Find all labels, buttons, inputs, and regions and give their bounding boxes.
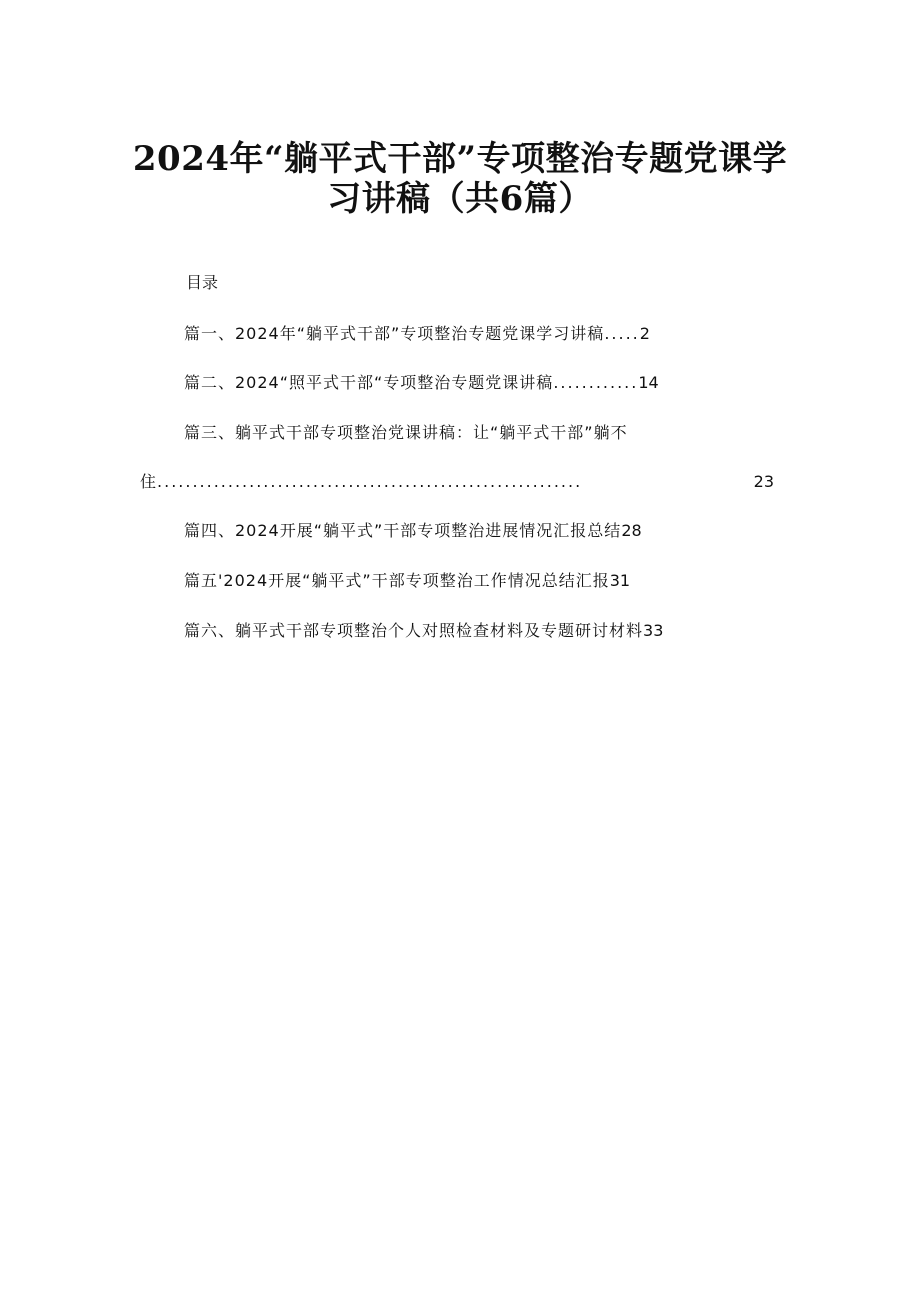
toc-heading: 目录 bbox=[186, 273, 219, 292]
toc-entry-title: 篇五'2024开展“躺平式”干部专项整治工作情况总结汇报 bbox=[184, 571, 610, 590]
toc-entry-4[interactable] bbox=[184, 519, 744, 543]
toc-page-number: 2 bbox=[639, 324, 650, 343]
toc-entry-2[interactable] bbox=[184, 371, 774, 395]
toc-leader-dots: ............ bbox=[553, 373, 639, 392]
toc-entry-3-continued[interactable] bbox=[140, 470, 774, 494]
toc-page-number: 14 bbox=[638, 373, 659, 392]
toc-entry-3[interactable] bbox=[184, 421, 744, 445]
toc-entry-title: 篇三、躺平式干部专项整治党课讲稿：让“躺平式干部”躺不 bbox=[184, 423, 628, 442]
toc-entry-title: 篇四、2024开展“躺平式”干部专项整治进展情况汇报总结 bbox=[184, 521, 622, 540]
toc-leader-dots: ..... bbox=[604, 324, 640, 343]
toc-entry-title: 篇六、躺平式干部专项整治个人对照检查材料及专题研讨材料 bbox=[184, 621, 644, 640]
toc-page-number: 28 bbox=[621, 521, 642, 540]
toc-page-number: 23 bbox=[753, 472, 774, 491]
document-title-line-2: 习讲稿（共6篇） bbox=[327, 179, 593, 219]
toc-entry-title: 篇二、2024“照平式干部“专项整治专题党课讲稿 bbox=[184, 373, 554, 392]
toc-entry-5[interactable] bbox=[184, 569, 744, 593]
toc-entry-1[interactable] bbox=[184, 322, 744, 346]
toc-entry-title: 篇一、2024年“躺平式干部”专项整治专题党课学习讲稿 bbox=[184, 324, 605, 343]
toc-page-number: 33 bbox=[643, 621, 664, 640]
document-title-line-1: 2024年“躺平式干部”专项整治专题党课学 bbox=[132, 139, 788, 179]
toc-leader-dots: ............................................................ bbox=[157, 472, 583, 491]
toc-entry-title-continued: 住 bbox=[140, 472, 158, 491]
toc-entry-6[interactable] bbox=[184, 619, 774, 643]
toc-page-number: 31 bbox=[609, 571, 631, 590]
